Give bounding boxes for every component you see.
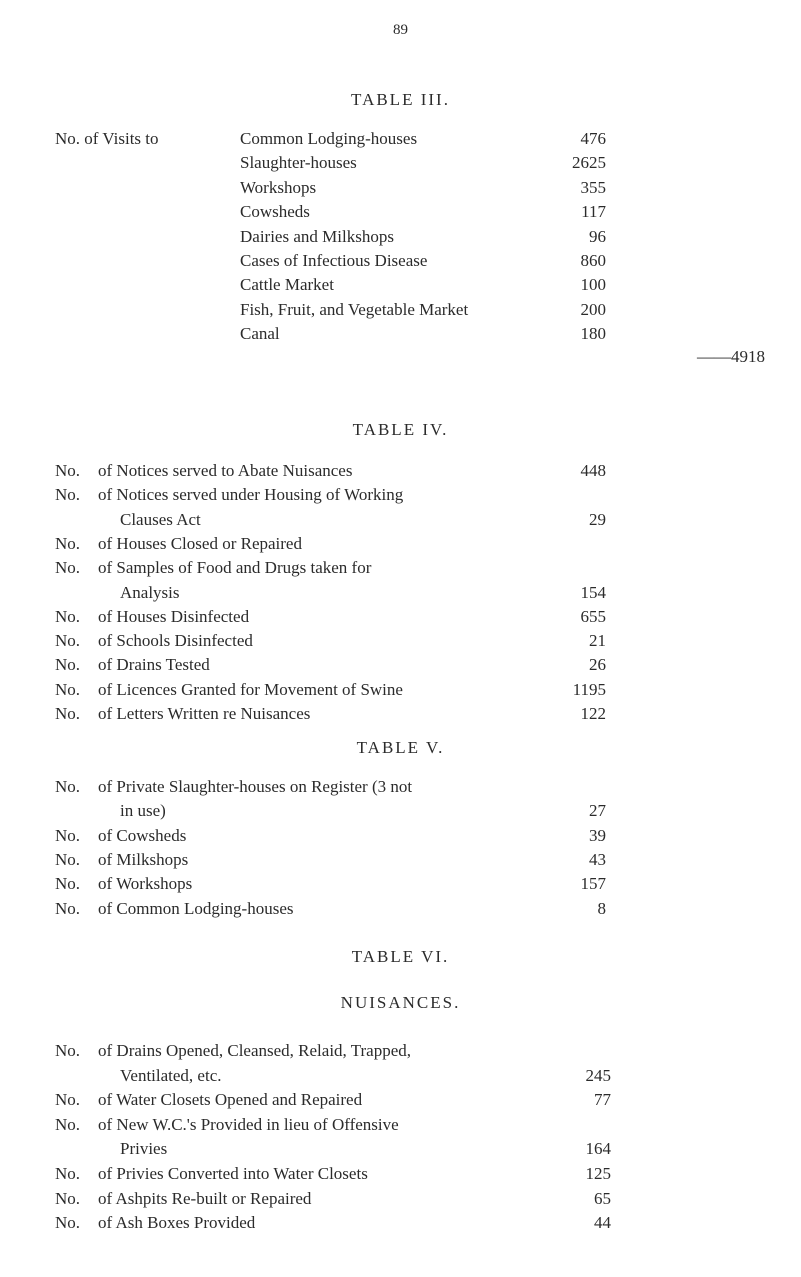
table4-row-value: 122 bbox=[580, 704, 606, 723]
table4-row-no: No. bbox=[55, 655, 81, 675]
table3-row-label: Dairies and Milkshops bbox=[240, 226, 394, 246]
page-number: 89 bbox=[393, 22, 408, 38]
table4-row-no: No. bbox=[55, 606, 81, 626]
table6-row-line1: of Ash Boxes Provided bbox=[98, 1213, 256, 1233]
table6-row-line1: of New W.C.'s Provided in lieu of Offensive bbox=[98, 1114, 399, 1134]
table4-heading: TABLE IV. bbox=[352, 420, 449, 439]
table4-row-cont bbox=[0, 508, 801, 532]
table6-row-no: No. bbox=[55, 1090, 81, 1110]
table6-row bbox=[0, 1039, 801, 1063]
table4-row bbox=[0, 532, 801, 556]
table3-row-label: Cowsheds bbox=[240, 202, 310, 222]
table4-row-line1: of Licences Granted for Movement of Swine bbox=[98, 679, 403, 699]
table5-row bbox=[0, 872, 801, 896]
table5-row-line2: in use) bbox=[120, 801, 166, 821]
table3-row bbox=[0, 127, 801, 151]
table5-row-value: 8 bbox=[597, 898, 606, 918]
table6-row-line1: of Ashpits Re-built or Repaired bbox=[98, 1188, 312, 1208]
table3-row-value: 117 bbox=[581, 202, 606, 222]
table6-heading: TABLE VI. bbox=[351, 947, 450, 966]
table5-row-no: No. bbox=[55, 825, 81, 845]
table5-row-no: No. bbox=[55, 777, 81, 796]
table3-total: ——4918 bbox=[697, 347, 765, 366]
table5-row-cont bbox=[0, 799, 801, 823]
table4-row bbox=[0, 629, 801, 653]
table4-row-value: 1195 bbox=[572, 679, 606, 699]
table3-row-label: Fish, Fruit, and Vegetable Market bbox=[240, 299, 469, 319]
table6-row-no: No. bbox=[55, 1114, 81, 1134]
table6-row-line2: Privies bbox=[120, 1139, 168, 1159]
table6-row-value: 44 bbox=[594, 1213, 611, 1233]
table4-row-no: No. bbox=[55, 558, 81, 578]
table4-row-line1: of Houses Disinfected bbox=[98, 606, 250, 626]
table5-row-no: No. bbox=[55, 874, 81, 894]
table6-row-value: 77 bbox=[594, 1090, 611, 1110]
table6-row bbox=[0, 1162, 801, 1186]
table4-row bbox=[0, 459, 801, 483]
table6-row-no: No. bbox=[55, 1041, 81, 1060]
table3-row bbox=[0, 200, 801, 224]
table5-row-line1: of Private Slaughter-houses on Register (3 not bbox=[98, 777, 413, 796]
table6-subheading: NUISANCES. bbox=[340, 993, 461, 1012]
table6-row-cont bbox=[0, 1137, 801, 1161]
table3-row-label: Common Lodging-houses bbox=[240, 129, 418, 148]
table3-total-row bbox=[0, 345, 801, 369]
table4-row-value: 448 bbox=[580, 461, 606, 480]
table6-row-line2: Ventilated, etc. bbox=[120, 1065, 222, 1085]
table4-row bbox=[0, 483, 801, 507]
table6-row-value: 125 bbox=[585, 1164, 611, 1183]
table6-row-no: No. bbox=[55, 1213, 81, 1233]
table3-row bbox=[0, 176, 801, 200]
table3-row-label: Workshops bbox=[240, 177, 317, 197]
table4-row-line1: of Schools Disinfected bbox=[98, 631, 253, 651]
table3-row bbox=[0, 225, 801, 249]
table6-row-line1: of Water Closets Opened and Repaired bbox=[98, 1090, 363, 1110]
table4-row-no: No. bbox=[55, 461, 81, 480]
table6-row-value: 164 bbox=[585, 1139, 611, 1159]
table3-row-value: 355 bbox=[580, 177, 606, 197]
table5-row bbox=[0, 848, 801, 872]
table4-row bbox=[0, 702, 801, 726]
table6-row-line1: of Drains Opened, Cleansed, Relaid, Trapped, bbox=[98, 1041, 412, 1060]
table4-row-line1: of Samples of Food and Drugs taken for bbox=[98, 558, 372, 578]
table5-row-value: 157 bbox=[580, 874, 606, 894]
table4-row-no: No. bbox=[55, 533, 81, 553]
table3-row-value: 860 bbox=[580, 251, 606, 270]
table4-row-line2: Analysis bbox=[120, 582, 180, 602]
table4-row bbox=[0, 605, 801, 629]
table3-row-label: Cases of Infectious Disease bbox=[240, 251, 428, 270]
table6-row-no: No. bbox=[55, 1164, 81, 1183]
table3-row-value: 2625 bbox=[572, 153, 606, 173]
table4-row-line1: of Notices served to Abate Nuisances bbox=[98, 461, 353, 480]
table4-row bbox=[0, 556, 801, 580]
table3-row bbox=[0, 298, 801, 322]
table6-row bbox=[0, 1113, 801, 1137]
table4-row-line2: Clauses Act bbox=[120, 509, 201, 529]
table6-row-value: 65 bbox=[594, 1188, 611, 1208]
table5-row-value: 27 bbox=[589, 801, 606, 821]
table3-row-label: Slaughter-houses bbox=[240, 153, 357, 173]
table4-row-cont bbox=[0, 581, 801, 605]
table5-heading: TABLE V. bbox=[356, 738, 445, 757]
table5-row-value: 43 bbox=[589, 849, 606, 869]
table3-row-value: 200 bbox=[580, 299, 606, 319]
table6-row-no: No. bbox=[55, 1188, 81, 1208]
table4-row-no: No. bbox=[55, 704, 81, 723]
table6-row-line1: of Privies Converted into Water Closets bbox=[98, 1164, 368, 1183]
table4-row-value: 26 bbox=[589, 655, 606, 675]
table3-row-value: 476 bbox=[580, 129, 606, 148]
table3-heading: TABLE III. bbox=[351, 90, 450, 109]
table3-prefix: No. of Visits to bbox=[55, 129, 159, 148]
table4-row-value: 21 bbox=[589, 631, 606, 651]
table5-row bbox=[0, 775, 801, 799]
table4-row-no: No. bbox=[55, 679, 81, 699]
table6-row bbox=[0, 1211, 801, 1235]
table5-row-no: No. bbox=[55, 898, 81, 918]
table3-row-label: Canal bbox=[240, 324, 280, 344]
table5-row bbox=[0, 824, 801, 848]
table3-row-value: 100 bbox=[580, 275, 606, 295]
table6-row-value: 245 bbox=[585, 1065, 611, 1085]
table4-row-line1: of Houses Closed or Repaired bbox=[98, 533, 302, 553]
table6-row-cont bbox=[0, 1064, 801, 1088]
table4-row-no: No. bbox=[55, 485, 81, 505]
table4-row-value: 29 bbox=[589, 509, 606, 529]
table4-row-line1: of Drains Tested bbox=[98, 655, 210, 675]
table5-row-line1: of Milkshops bbox=[98, 849, 189, 869]
table4-row-no: No. bbox=[55, 631, 81, 651]
table4-row bbox=[0, 653, 801, 677]
table3-row-label: Cattle Market bbox=[240, 275, 334, 295]
table4-row-line1: of Notices served under Housing of Working bbox=[98, 485, 404, 505]
table5-row-line1: of Workshops bbox=[98, 874, 193, 894]
table5-row-line1: of Cowsheds bbox=[98, 825, 187, 845]
table4-row-line1: of Letters Written re Nuisances bbox=[98, 704, 311, 723]
table4-row-value: 154 bbox=[580, 582, 606, 602]
table5-row-line1: of Common Lodging-houses bbox=[98, 898, 294, 918]
table5-row-no: No. bbox=[55, 849, 81, 869]
table4-row bbox=[0, 678, 801, 702]
table3-row-value: 96 bbox=[589, 226, 606, 246]
table5-row-value: 39 bbox=[589, 825, 606, 845]
table6-row bbox=[0, 1088, 801, 1112]
table3-row bbox=[0, 273, 801, 297]
table3-row bbox=[0, 249, 801, 273]
table3-row-value: 180 bbox=[580, 324, 606, 344]
table3-row bbox=[0, 322, 801, 346]
table4-row-value: 655 bbox=[580, 606, 606, 626]
table3-row bbox=[0, 151, 801, 175]
table5-row bbox=[0, 897, 801, 921]
table6-row bbox=[0, 1187, 801, 1211]
